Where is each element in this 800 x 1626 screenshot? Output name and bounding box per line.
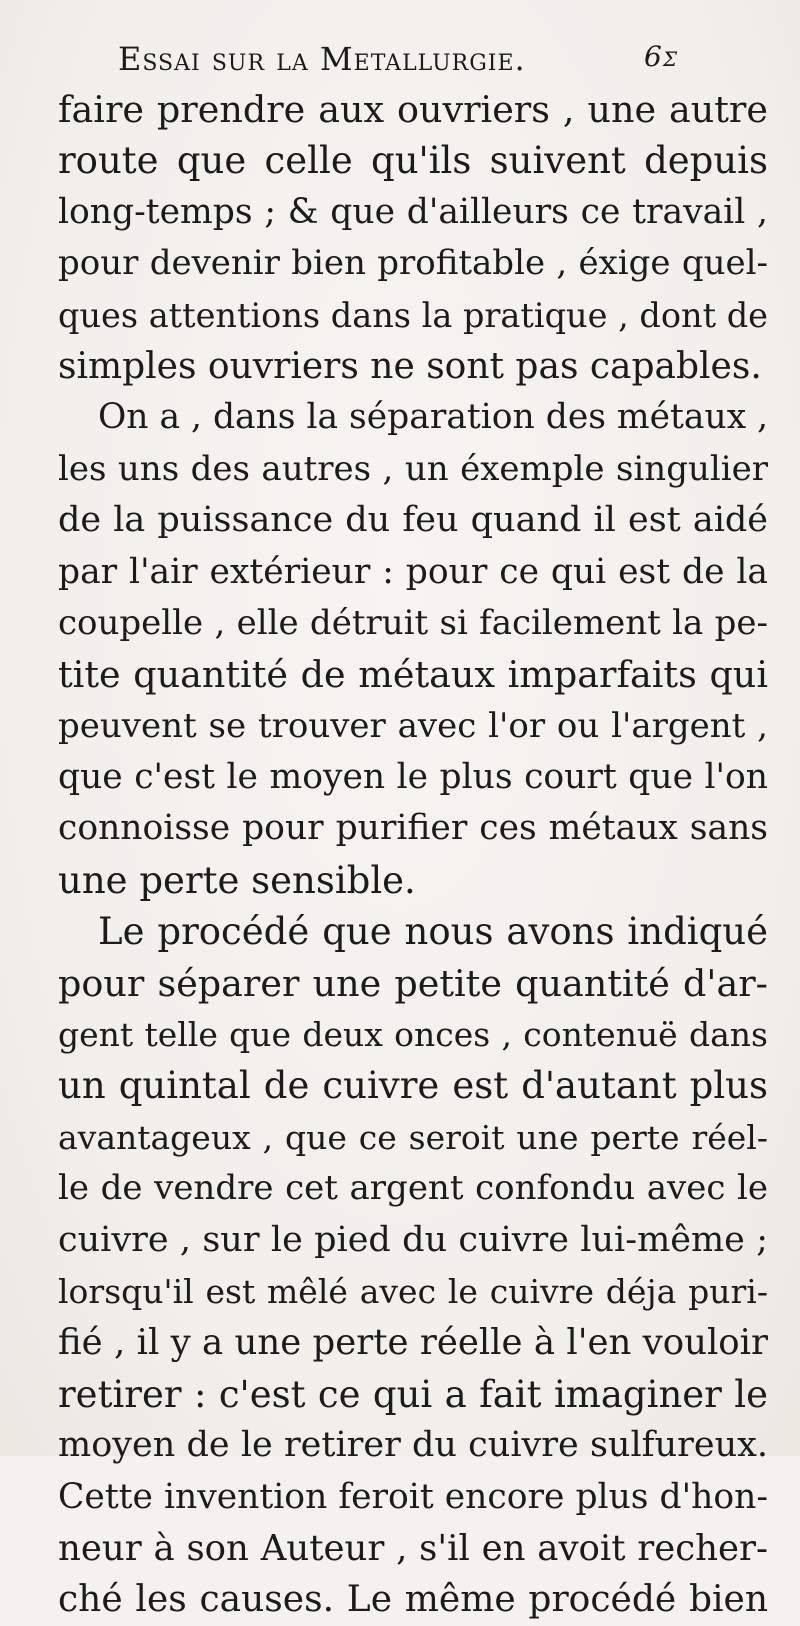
running-title: Essai sur la Metallurgie. [118, 40, 526, 78]
text-line: une perte sensible. [58, 858, 416, 902]
text-line: long-temps ; & que d'ailleurs ce travail , [58, 191, 768, 232]
text-line: retirer : c'est ce qui a fait imaginer le [58, 1372, 768, 1416]
text-line: peuvent se trouver avec l'or ou l'argent , [58, 705, 768, 746]
text-line: ché les causes. Le même procédé bien [58, 1579, 768, 1621]
text-line: Cette invention feroit encore plus d'hon- [58, 1476, 768, 1517]
text-line: que c'est le moyen le plus court que l'on [58, 757, 768, 798]
paragraph-start-line: On a , dans la séparation des métaux , [98, 397, 769, 438]
text-line: moyen de le retirer du cuivre sulfureux. [58, 1425, 768, 1466]
text-line: fié , il y a une perte réelle à l'en vouloir [58, 1322, 768, 1364]
text-line: coupelle , elle détruit si facilement la pe- [58, 602, 768, 643]
text-line: les uns des autres , un éxemple singulier [58, 448, 768, 489]
text-line: de la puissance du feu quand il est aidé [58, 500, 768, 541]
text-line: lorsqu'il est mêlé avec le cuivre déja puri- [58, 1271, 768, 1311]
text-line: faire prendre aux ouvriers , une autre [58, 88, 768, 131]
running-header [118, 40, 678, 80]
text-line: neur à son Auteur , s'il en avoit recher- [58, 1527, 768, 1569]
text-line: ques attentions dans la pratique , dont de [58, 295, 768, 335]
text-line: connoisse pour purifier ces métaux sans [58, 808, 768, 849]
text-line: avantageux , que ce seroit une perte réel- [58, 1117, 768, 1157]
text-line: un quintal de cuivre est d'autant plus [58, 1064, 768, 1108]
page-number: 6ς [644, 40, 678, 73]
text-line: pour séparer une petite quantité d'ar- [58, 961, 768, 1005]
text-line: cuivre , sur le pied du cuivre lui-même ; [58, 1219, 768, 1260]
body-text [58, 84, 768, 1626]
text-line: tite quantité de métaux imparfaits qui [58, 653, 768, 697]
text-line: simples ouvriers ne sont pas capables. [58, 345, 762, 387]
paragraph-start-line: Le procédé que nous avons indiqué [98, 910, 768, 954]
text-line: pour devenir bien profitable , éxige quel- [58, 243, 768, 284]
text-line: gent telle que deux onces , contenuë dans [58, 1015, 768, 1055]
text-line: route que celle qu'ils suivent depuis [58, 139, 768, 183]
text-line: par l'air extérieur : pour ce qui est de la [58, 551, 768, 592]
text-line: le de vendre cet argent confondu avec le [58, 1168, 768, 1209]
